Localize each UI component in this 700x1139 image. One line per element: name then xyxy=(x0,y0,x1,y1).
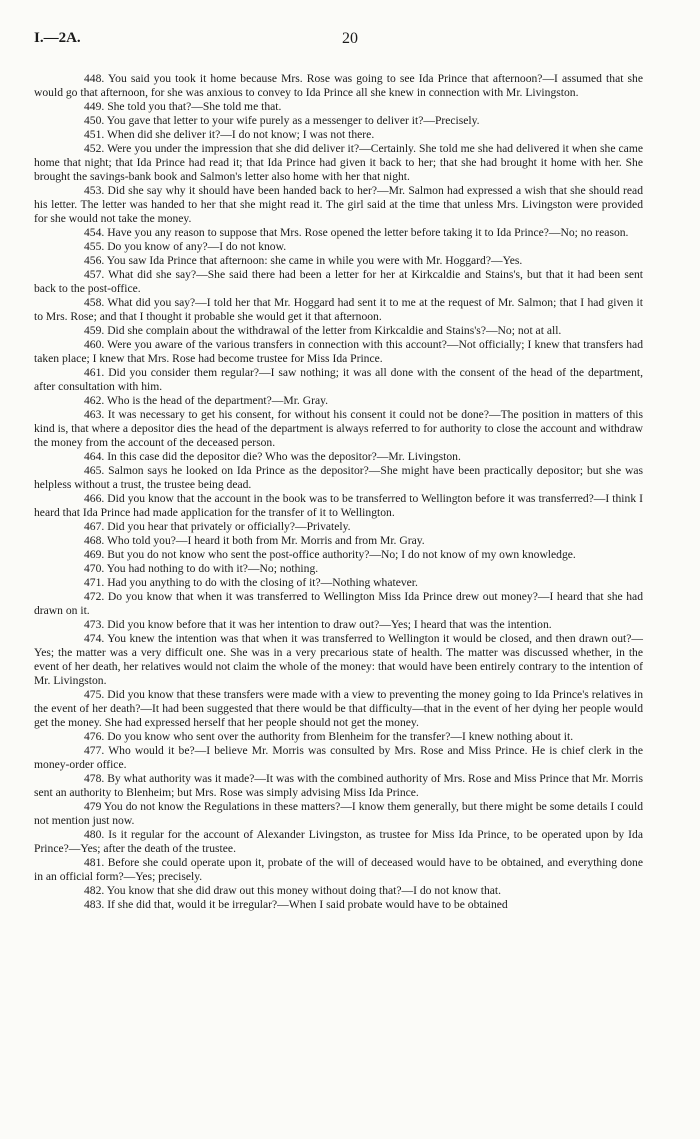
paragraph-481: 481. Before she could operate upon it, probate of the will of deceased would have to be obtained, and everything done in an official form?—Yes; precisely. xyxy=(34,856,643,883)
paragraph-448: 448. You said you took it home because Mrs. Rose was going to see Ida Prince that afternoon?—I assumed that she would go that afternoon, for she was anxious to convey to Ida Prince all she knew in connection with Mr. Livingston. xyxy=(34,72,643,99)
paragraph-469: 469. But you do not know who sent the post-office authority?—No; I do not know of my own knowledge. xyxy=(84,548,576,561)
paragraph-449: 449. She told you that?—She told me that. xyxy=(84,100,282,113)
paragraph-472: 472. Do you know that when it was transferred to Wellington Miss Ida Prince drew out money?—I heard that she had drawn on it. xyxy=(34,590,643,617)
paragraph-451: 451. When did she deliver it?—I do not know; I was not there. xyxy=(84,128,375,141)
paragraph-478: 478. By what authority was it made?—It was with the combined authority of Mrs. Rose and Miss Prince that Mr. Morris sent an authority to Blenheim; but Mrs. Rose was simply advising Miss Ida Prince. xyxy=(34,772,643,799)
paragraph-466: 466. Did you know that the account in the book was to be transferred to Wellington before it was transferred?—I think I heard that Ida Prince had made application for the transfer of it to Wellington. xyxy=(34,492,643,519)
paragraph-450: 450. You gave that letter to your wife purely as a messenger to deliver it?—Precisely. xyxy=(84,114,480,127)
paragraph-470: 470. You had nothing to do with it?—No; nothing. xyxy=(84,562,319,575)
page-number: 20 xyxy=(342,30,358,47)
paragraph-467: 467. Did you hear that privately or officially?—Privately. xyxy=(84,520,351,533)
paragraph-480: 480. Is it regular for the account of Alexander Livingston, as trustee for Miss Ida Prince, to be operated upon by Ida Prince?—Yes; after the death of the trustee. xyxy=(34,828,643,855)
evidence-body xyxy=(34,72,643,912)
document-reference: I.—2A. xyxy=(34,30,81,46)
paragraph-460: 460. Were you aware of the various transfers in connection with this account?—Not officially; I knew that transfers had taken place; I knew that Mrs. Rose had become trustee for Miss Ida Prince. xyxy=(34,338,643,365)
paragraph-463: 463. It was necessary to get his consent, for without his consent it could not be done?—The position in matters of this kind is, that where a depositor dies the head of the department is always referred to for authority to close the account and withdraw the money from the account of the deceased person. xyxy=(34,408,643,449)
paragraph-464: 464. In this case did the depositor die? Who was the depositor?—Mr. Livingston. xyxy=(84,450,461,463)
paragraph-458: 458. What did you say?—I told her that Mr. Hoggard had sent it to me at the request of Mr. Salmon; that I had given it to Mrs. Rose; and that I thought it probable she would get it that afternoon. xyxy=(34,296,643,323)
paragraph-479: 479 You do not know the Regulations in these matters?—I know them generally, but there might be some details I could not mention just now. xyxy=(34,800,643,827)
paragraph-457: 457. What did she say?—She said there had been a letter for her at Kirkcaldie and Stains's, but that it had been sent back to the post-office. xyxy=(34,268,643,295)
paragraph-459: 459. Did she complain about the withdrawal of the letter from Kirkcaldie and Stains's?—No; not at all. xyxy=(84,324,562,337)
paragraph-452: 452. Were you under the impression that she did deliver it?—Certainly. She told me she had delivered it when she came home that night; that Ida Prince had read it; that Ida Prince had given it back to her; that she had brought it home with her. She brought the savings-bank book and Salmon's letter also home with her that night. xyxy=(34,142,643,183)
paragraph-471: 471. Had you anything to do with the closing of it?—Nothing whatever. xyxy=(84,576,418,589)
paragraph-454: 454. Have you any reason to suppose that Mrs. Rose opened the letter before taking it to Ida Prince?—No; no reason. xyxy=(84,226,629,239)
paragraph-474: 474. You knew the intention was that when it was transferred to Wellington it would be closed, and then drawn out?—Yes; the matter was a very difficult one. She was in a very precarious state of health. The matter was discussed whether, in the event of her death, her relatives would not claim the whole of the money: that would have been entirely contrary to the intention of Mr. Livingston. xyxy=(34,632,643,687)
paragraph-482: 482. You know that she did draw out this money without doing that?—I do not know that. xyxy=(84,884,502,897)
paragraph-476: 476. Do you know who sent over the authority from Blenheim for the transfer?—I knew nothing about it. xyxy=(84,730,574,743)
paragraph-462: 462. Who is the head of the department?—Mr. Gray. xyxy=(84,394,329,407)
paragraph-483: 483. If she did that, would it be irregular?—When I said probate would have to be obtained xyxy=(84,898,508,911)
paragraph-468: 468. Who told you?—I heard it both from Mr. Morris and from Mr. Gray. xyxy=(84,534,425,547)
paragraph-453: 453. Did she say why it should have been handed back to her?—Mr. Salmon had expressed a wish that she should read his letter. The letter was handed to her that she might read it. The girl said at the time that unless Mrs. Livingston were provided for she would not take the money. xyxy=(34,184,643,225)
paragraph-477: 477. Who would it be?—I believe Mr. Morris was consulted by Mrs. Rose and Miss Prince. He is chief clerk in the money-order office. xyxy=(34,744,643,771)
paragraph-475: 475. Did you know that these transfers were made with a view to preventing the money going to Ida Prince's relatives in the event of her death?—It had been suggested that there would be that difficulty—that in the event of her dying her people would get the money. She had expressed herself that her people should not get the money. xyxy=(34,688,643,729)
paragraph-461: 461. Did you consider them regular?—I saw nothing; it was all done with the consent of the head of the department, after consultation with him. xyxy=(34,366,643,393)
paragraph-456: 456. You saw Ida Prince that afternoon: she came in while you were with Mr. Hoggard?—Yes. xyxy=(84,254,523,267)
paragraph-455: 455. Do you know of any?—I do not know. xyxy=(84,240,287,253)
paragraph-473: 473. Did you know before that it was her intention to draw out?—Yes; I heard that was the intention. xyxy=(84,618,552,631)
paragraph-465: 465. Salmon says he looked on Ida Prince as the depositor?—She might have been practically depositor; but she was helpless without a trust, the trustee being dead. xyxy=(34,464,643,491)
page-header xyxy=(34,30,666,50)
